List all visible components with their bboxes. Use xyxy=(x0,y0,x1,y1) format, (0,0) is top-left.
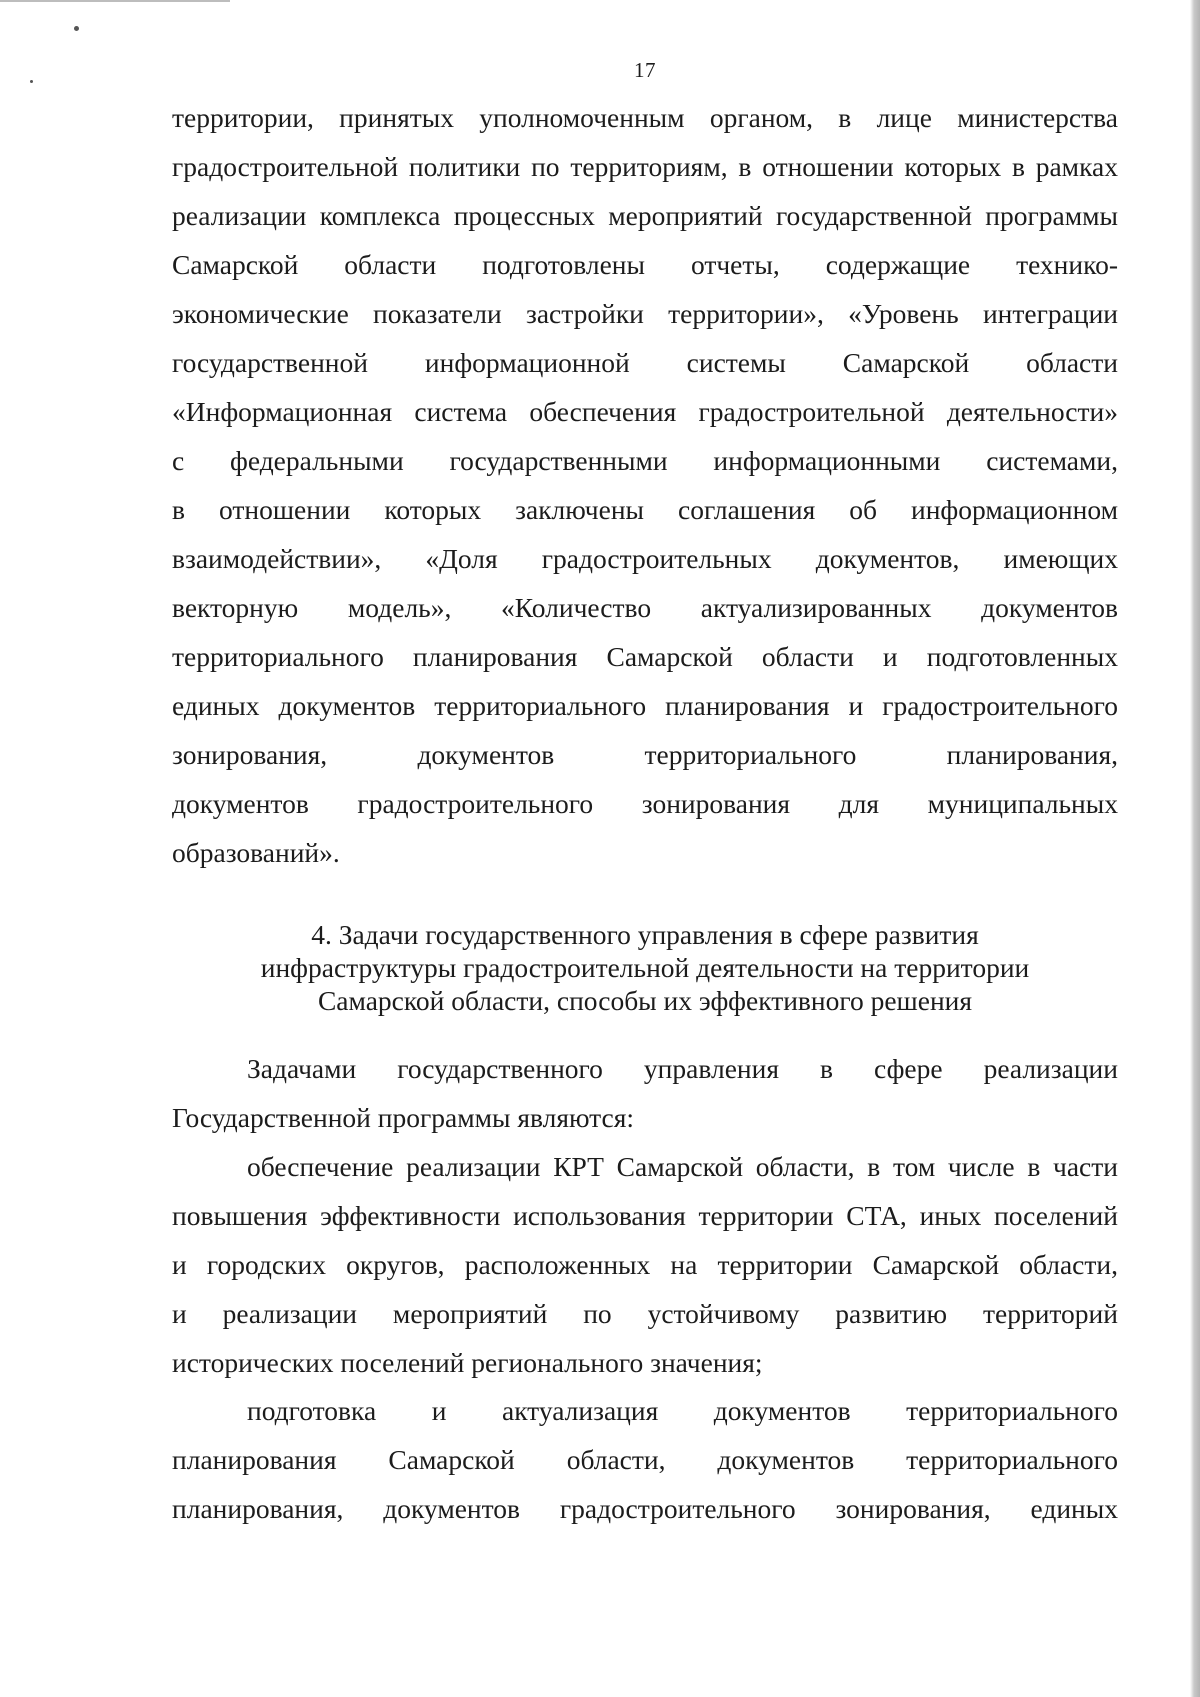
paragraph-documents xyxy=(172,1386,1118,1533)
text-line: с федеральными государственными информационными системами, xyxy=(172,445,1118,476)
text-line: «Информационная система обеспечения градостроительной деятельности» xyxy=(172,396,1118,427)
text-line: образований». xyxy=(172,837,340,868)
text-line: территории, принятых уполномоченным органом, в лице министерства xyxy=(172,102,1118,133)
text-line: исторических поселений регионального значения; xyxy=(172,1347,763,1378)
text-line: градостроительной политики по территориям, в отношении которых в рамках xyxy=(172,151,1118,182)
text-line: и реализации мероприятий по устойчивому развитию территорий xyxy=(172,1298,1118,1329)
scan-speck xyxy=(74,26,79,31)
text-line: планирования Самарской области, документов территориального xyxy=(172,1444,1118,1475)
text-line: экономические показатели застройки территории», «Уровень интеграции xyxy=(172,298,1118,329)
text-line: реализации комплекса процессных мероприятий государственной программы xyxy=(172,200,1118,231)
text-line: Государственной программы являются: xyxy=(172,1102,635,1133)
paragraph-indicators xyxy=(172,93,1118,877)
text-line: Самарской области подготовлены отчеты, содержащие технико- xyxy=(172,249,1118,280)
paragraph-krt xyxy=(172,1142,1118,1387)
section-heading xyxy=(172,918,1118,1017)
text-line: государственной информационной системы Самарской области xyxy=(172,347,1118,378)
heading-line: инфраструктуры градостроительной деятельности на территории xyxy=(260,952,1030,983)
text-line: обеспечение реализации КРТ Самарской области, в том числе в части xyxy=(247,1151,1118,1182)
text-line: территориального планирования Самарской области и подготовленных xyxy=(172,641,1118,672)
scan-edge-top xyxy=(0,0,230,2)
text-line: и городских округов, расположенных на территории Самарской области, xyxy=(172,1249,1118,1280)
text-line: повышения эффективности использования территории СТА, иных поселений xyxy=(172,1200,1118,1231)
heading-line: Самарской области, способы их эффективного решения xyxy=(317,985,973,1016)
text-line: векторную модель», «Количество актуализированных документов xyxy=(172,592,1118,623)
text-line: подготовка и актуализация документов территориального xyxy=(247,1395,1118,1426)
text-line: взаимодействии», «Доля градостроительных документов, имеющих xyxy=(172,543,1118,574)
text-line: зонирования, документов территориального планирования, xyxy=(172,739,1118,770)
text-line: единых документов территориального планирования и градостроительного xyxy=(172,690,1118,721)
paragraph-tasks-intro xyxy=(172,1044,1118,1142)
text-line: планирования, документов градостроительного зонирования, единых xyxy=(172,1493,1118,1524)
scan-edge xyxy=(1190,0,1200,1697)
page-number: 17 xyxy=(634,58,656,82)
text-line: Задачами государственного управления в сфере реализации xyxy=(247,1053,1118,1084)
text-line: в отношении которых заключены соглашения об информационном xyxy=(172,494,1118,525)
text-line: документов градостроительного зонирования для муниципальных xyxy=(172,788,1118,819)
heading-line: 4. Задачи государственного управления в сфере развития xyxy=(311,919,979,950)
